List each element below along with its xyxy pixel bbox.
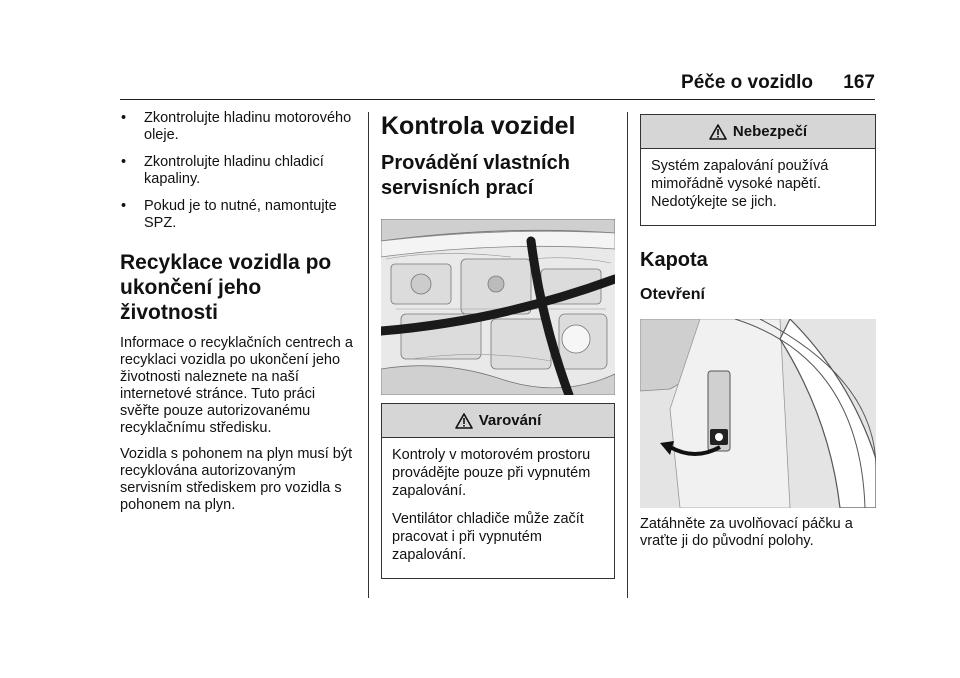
warning-paragraph-2: Ventilátor chladiče může začít pracovat i při vypnutém zapalování. [392, 511, 584, 563]
bullet-text: Zkontrolujte hladinu chladicí kapaliny. [144, 154, 324, 187]
engine-bay-icon [381, 219, 615, 395]
column-middle [381, 110, 615, 579]
hood-release-illustration [640, 319, 876, 508]
warning-triangle-icon [709, 124, 727, 140]
column-left [120, 110, 356, 523]
bullet-item [120, 110, 356, 144]
hood-caption: Zatáhněte za uvolňovací páčku a vraťte ji do původní polohy. [640, 516, 853, 549]
engine-bay-illustration [381, 219, 615, 395]
column-divider-2 [627, 112, 628, 598]
danger-title: Nebezpečí [732, 123, 808, 140]
page-number: 167 [843, 72, 875, 93]
warning-paragraph-1: Kontroly v motorovém prostoru provádějte pouze při vypnutém zapalování. [392, 447, 591, 499]
danger-box [640, 114, 876, 226]
danger-box-body [641, 149, 875, 225]
recycle-heading: Recyklace vozidla po ukončení jeho životnosti [120, 251, 332, 324]
danger-box-header [641, 115, 875, 149]
bullet-text: Zkontrolujte hladinu motorového oleje. [144, 110, 352, 143]
bullet-item [120, 154, 356, 188]
hood-release-lever-icon [640, 319, 876, 508]
bullet-item [120, 198, 356, 232]
sub-heading: Provádění vlastních servisních prací [381, 152, 570, 199]
section-title: Péče o vozidlo [681, 72, 813, 93]
bullet-dot: • [121, 154, 127, 170]
column-right [640, 110, 876, 559]
warning-title: Varování [478, 412, 542, 429]
danger-paragraph: Systém zapalování používá mimořádně vysoké napětí. Nedotýkejte se jich. [651, 158, 829, 210]
recycle-paragraph-2: Vozidla s pohonem na plyn musí být recyklována autorizovaným servisním střediskem pro vozidla s pohonem na plyn. [120, 446, 353, 513]
page-header [120, 60, 875, 100]
recycle-paragraph-1: Informace o recyklačních centrech a recyklaci vozidla po ukončení jeho životnosti naleznete na naší internetové stránce. Tuto práci svěřte pouze autorizovanému recyklačnímu středisku. [120, 335, 353, 436]
warning-box-header [382, 404, 614, 438]
warning-box [381, 403, 615, 579]
bullet-dot: • [121, 198, 127, 214]
column-divider-1 [368, 112, 369, 598]
warning-box-body [382, 438, 614, 578]
main-heading: Kontrola vozidel [381, 112, 576, 140]
bullet-text: Pokud je to nutné, namontujte SPZ. [144, 198, 337, 231]
bullet-dot: • [121, 110, 127, 126]
open-heading: Otevření [640, 286, 705, 303]
warning-triangle-icon [455, 413, 473, 429]
hood-heading: Kapota [640, 249, 708, 271]
